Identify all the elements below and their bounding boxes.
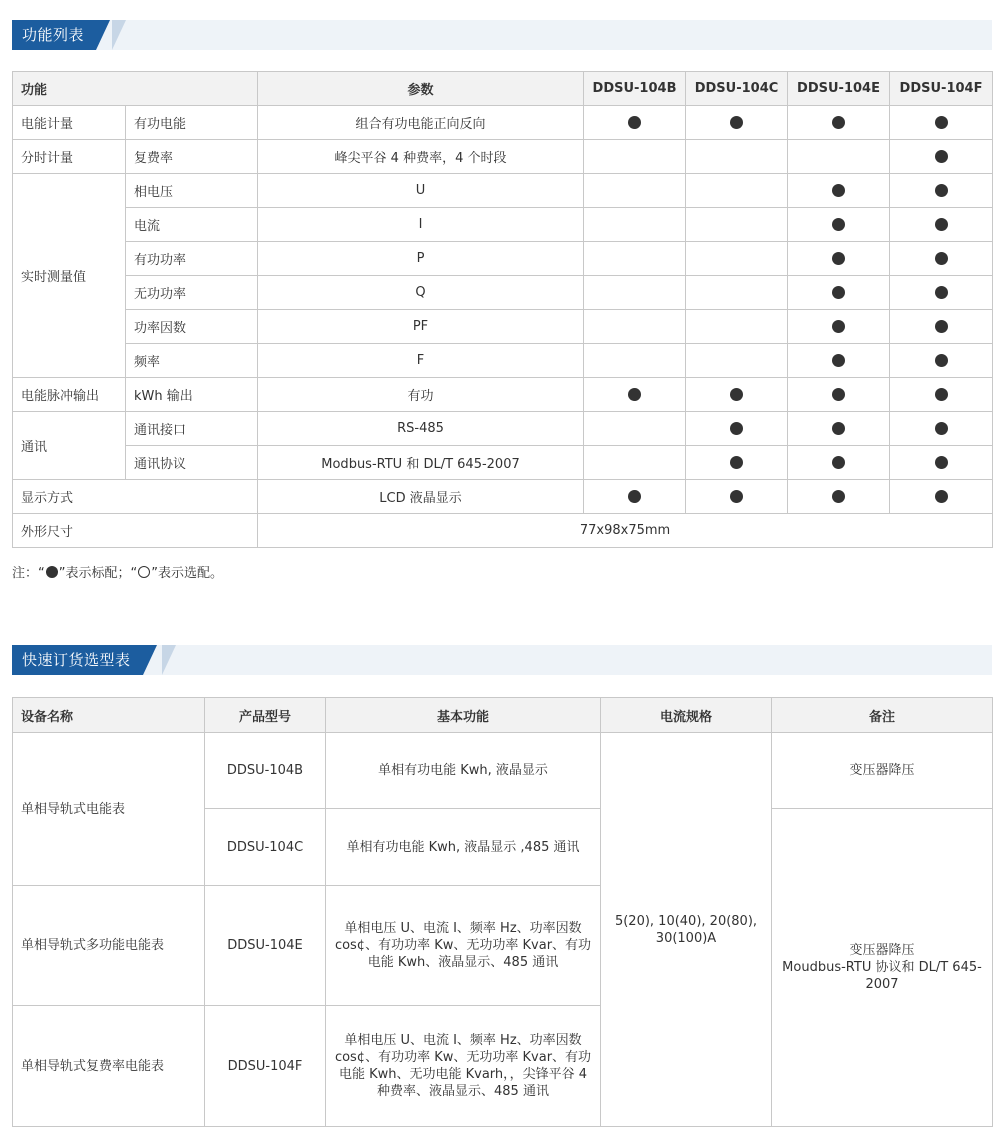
filled-dot-icon xyxy=(935,422,948,435)
device-name: 单相导轨式电能表 xyxy=(13,733,205,886)
section-header-quick-order xyxy=(12,645,992,675)
header-current-spec: 电流规格 xyxy=(601,698,772,733)
filled-dot-icon xyxy=(628,490,641,503)
mark-cell xyxy=(890,412,993,446)
function-item: 通讯协议 xyxy=(126,446,258,480)
function-cell: 单相有功电能 Kwh, 液晶显示 xyxy=(326,733,601,809)
table-row xyxy=(13,446,993,480)
function-item: 频率 xyxy=(126,344,258,378)
header-model: 产品型号 xyxy=(205,698,326,733)
mark-cell xyxy=(788,276,890,310)
mark-cell xyxy=(788,344,890,378)
mark-cell xyxy=(686,344,788,378)
mark-cell xyxy=(686,140,788,174)
filled-dot-icon xyxy=(46,566,58,578)
filled-dot-icon xyxy=(935,218,948,231)
param-cell: U xyxy=(258,174,584,208)
mark-cell xyxy=(584,378,686,412)
filled-dot-icon xyxy=(935,354,948,367)
mark-cell xyxy=(788,310,890,344)
device-name: 单相导轨式多功能电能表 xyxy=(13,886,205,1006)
legend-note xyxy=(12,564,223,584)
mark-cell xyxy=(686,446,788,480)
table-row xyxy=(13,208,993,242)
filled-dot-icon xyxy=(730,456,743,469)
mark-cell xyxy=(686,480,788,514)
header-decor xyxy=(162,645,176,675)
param-cell: P xyxy=(258,242,584,276)
filled-dot-icon xyxy=(832,184,845,197)
filled-dot-icon xyxy=(832,388,845,401)
filled-dot-icon xyxy=(832,456,845,469)
mark-cell xyxy=(584,276,686,310)
function-cell: 单相电压 U、电流 I、频率 Hz、功率因数 cos¢、有功功率 Kw、无功功率 Kvar、有功电能 Kwh、液晶显示、485 通讯 xyxy=(326,886,601,1006)
mark-cell xyxy=(890,174,993,208)
mark-cell xyxy=(890,242,993,276)
filled-dot-icon xyxy=(832,116,845,129)
header-basic-function: 基本功能 xyxy=(326,698,601,733)
mark-cell xyxy=(584,412,686,446)
function-group: 通讯 xyxy=(13,412,126,480)
mark-cell xyxy=(584,310,686,344)
remark-line: 变压器降压 xyxy=(849,943,915,958)
filled-dot-icon xyxy=(832,354,845,367)
header-model: DDSU-104E xyxy=(788,72,890,106)
param-cell: Q xyxy=(258,276,584,310)
mark-cell xyxy=(584,480,686,514)
remark-cell: 变压器降压 xyxy=(772,733,993,809)
header-model: DDSU-104C xyxy=(686,72,788,106)
function-group: 电能脉冲输出 xyxy=(13,378,126,412)
filled-dot-icon xyxy=(832,320,845,333)
filled-dot-icon xyxy=(832,252,845,265)
model-cell: DDSU-104F xyxy=(205,1006,326,1127)
filled-dot-icon xyxy=(730,490,743,503)
filled-dot-icon xyxy=(628,116,641,129)
param-cell: 有功 xyxy=(258,378,584,412)
table-row xyxy=(13,242,993,276)
mark-cell xyxy=(890,140,993,174)
header-function: 功能 xyxy=(13,72,258,106)
mark-cell xyxy=(788,378,890,412)
mark-cell xyxy=(686,242,788,276)
function-item: 有功电能 xyxy=(126,106,258,140)
function-group: 实时测量值 xyxy=(13,174,126,378)
mark-cell xyxy=(788,174,890,208)
function-cell: 单相有功电能 Kwh, 液晶显示 ,485 通讯 xyxy=(326,809,601,886)
function-item: 复费率 xyxy=(126,140,258,174)
mark-cell xyxy=(890,208,993,242)
filled-dot-icon xyxy=(935,490,948,503)
table-row xyxy=(13,344,993,378)
mark-cell xyxy=(788,106,890,140)
hollow-circle-icon xyxy=(138,566,150,578)
header-model: DDSU-104B xyxy=(584,72,686,106)
table-header-row xyxy=(13,698,993,733)
header-model: DDSU-104F xyxy=(890,72,993,106)
function-group: 分时计量 xyxy=(13,140,126,174)
mark-cell xyxy=(686,412,788,446)
mark-cell xyxy=(686,106,788,140)
mark-cell xyxy=(686,174,788,208)
remark-line: Moudbus-RTU 协议和 DL/T 645-2007 xyxy=(782,960,982,992)
note-prefix: 注：“ xyxy=(12,566,45,581)
section-header-function-list xyxy=(12,20,992,50)
filled-dot-icon xyxy=(832,286,845,299)
mark-cell xyxy=(890,446,993,480)
filled-dot-icon xyxy=(730,422,743,435)
table-row xyxy=(13,412,993,446)
table-row xyxy=(13,140,993,174)
quick-order-table xyxy=(12,697,993,1127)
table-row xyxy=(13,733,993,809)
mark-cell xyxy=(788,412,890,446)
filled-dot-icon xyxy=(730,388,743,401)
mark-cell xyxy=(890,276,993,310)
section-title: 快速订货选型表 xyxy=(12,645,143,675)
mark-cell xyxy=(788,480,890,514)
function-item: kWh 输出 xyxy=(126,378,258,412)
table-header-row xyxy=(13,72,993,106)
table-row xyxy=(13,514,993,548)
param-cell: Modbus-RTU 和 DL/T 645-2007 xyxy=(258,446,584,480)
mark-cell xyxy=(584,242,686,276)
mark-cell xyxy=(686,378,788,412)
header-decor xyxy=(112,20,126,50)
function-group: 电能计量 xyxy=(13,106,126,140)
table-row xyxy=(13,106,993,140)
mark-cell xyxy=(686,208,788,242)
mark-cell xyxy=(686,310,788,344)
table-row xyxy=(13,276,993,310)
filled-dot-icon xyxy=(628,388,641,401)
device-name: 单相导轨式复费率电能表 xyxy=(13,1006,205,1127)
mark-cell xyxy=(788,446,890,480)
mark-cell xyxy=(584,140,686,174)
mark-cell xyxy=(584,106,686,140)
mark-cell xyxy=(788,242,890,276)
param-cell: F xyxy=(258,344,584,378)
dimension-label: 外形尺寸 xyxy=(13,514,258,548)
function-list-table xyxy=(12,71,993,548)
filled-dot-icon xyxy=(935,320,948,333)
param-cell: PF xyxy=(258,310,584,344)
section-title: 功能列表 xyxy=(12,20,96,50)
note-mid2: ”表示选配。 xyxy=(151,566,223,581)
model-cell: DDSU-104B xyxy=(205,733,326,809)
model-cell: DDSU-104C xyxy=(205,809,326,886)
mark-cell xyxy=(890,480,993,514)
mark-cell xyxy=(584,174,686,208)
filled-dot-icon xyxy=(935,150,948,163)
filled-dot-icon xyxy=(935,184,948,197)
table-row xyxy=(13,310,993,344)
table-row xyxy=(13,378,993,412)
filled-dot-icon xyxy=(935,286,948,299)
param-cell: LCD 液晶显示 xyxy=(258,480,584,514)
header-device-name: 设备名称 xyxy=(13,698,205,733)
header-remark: 备注 xyxy=(772,698,993,733)
filled-dot-icon xyxy=(832,490,845,503)
filled-dot-icon xyxy=(935,252,948,265)
param-cell: RS-485 xyxy=(258,412,584,446)
function-item: 功率因数 xyxy=(126,310,258,344)
note-mid1: ”表示标配；“ xyxy=(58,566,138,581)
function-cell: 单相电压 U、电流 I、频率 Hz、功率因数 cos¢、有功功率 Kw、无功功率 Kvar、有功电能 Kwh、无功电能 Kvarh，，尖锋平谷 4 种费率、液晶显示、485 通讯 xyxy=(326,1006,601,1127)
function-item: 无功功率 xyxy=(126,276,258,310)
filled-dot-icon xyxy=(832,422,845,435)
param-cell: I xyxy=(258,208,584,242)
remark-cell xyxy=(772,809,993,1127)
mark-cell xyxy=(890,106,993,140)
function-item: 电流 xyxy=(126,208,258,242)
param-cell: 组合有功电能正向反向 xyxy=(258,106,584,140)
function-item: 通讯接口 xyxy=(126,412,258,446)
function-item: 有功功率 xyxy=(126,242,258,276)
filled-dot-icon xyxy=(935,456,948,469)
table-row xyxy=(13,480,993,514)
table-row xyxy=(13,174,993,208)
current-spec-cell: 5(20), 10(40), 20(80), 30(100)A xyxy=(601,733,772,1127)
filled-dot-icon xyxy=(935,116,948,129)
display-mode-label: 显示方式 xyxy=(13,480,258,514)
function-item: 相电压 xyxy=(126,174,258,208)
mark-cell xyxy=(890,344,993,378)
filled-dot-icon xyxy=(730,116,743,129)
param-cell: 峰尖平谷 4 种费率，4 个时段 xyxy=(258,140,584,174)
mark-cell xyxy=(788,208,890,242)
dimension-value: 77x98x75mm xyxy=(258,514,993,548)
mark-cell xyxy=(584,446,686,480)
mark-cell xyxy=(584,208,686,242)
model-cell: DDSU-104E xyxy=(205,886,326,1006)
mark-cell xyxy=(584,344,686,378)
mark-cell xyxy=(686,276,788,310)
filled-dot-icon xyxy=(832,218,845,231)
mark-cell xyxy=(890,310,993,344)
header-param: 参数 xyxy=(258,72,584,106)
mark-cell xyxy=(788,140,890,174)
filled-dot-icon xyxy=(935,388,948,401)
mark-cell xyxy=(890,378,993,412)
